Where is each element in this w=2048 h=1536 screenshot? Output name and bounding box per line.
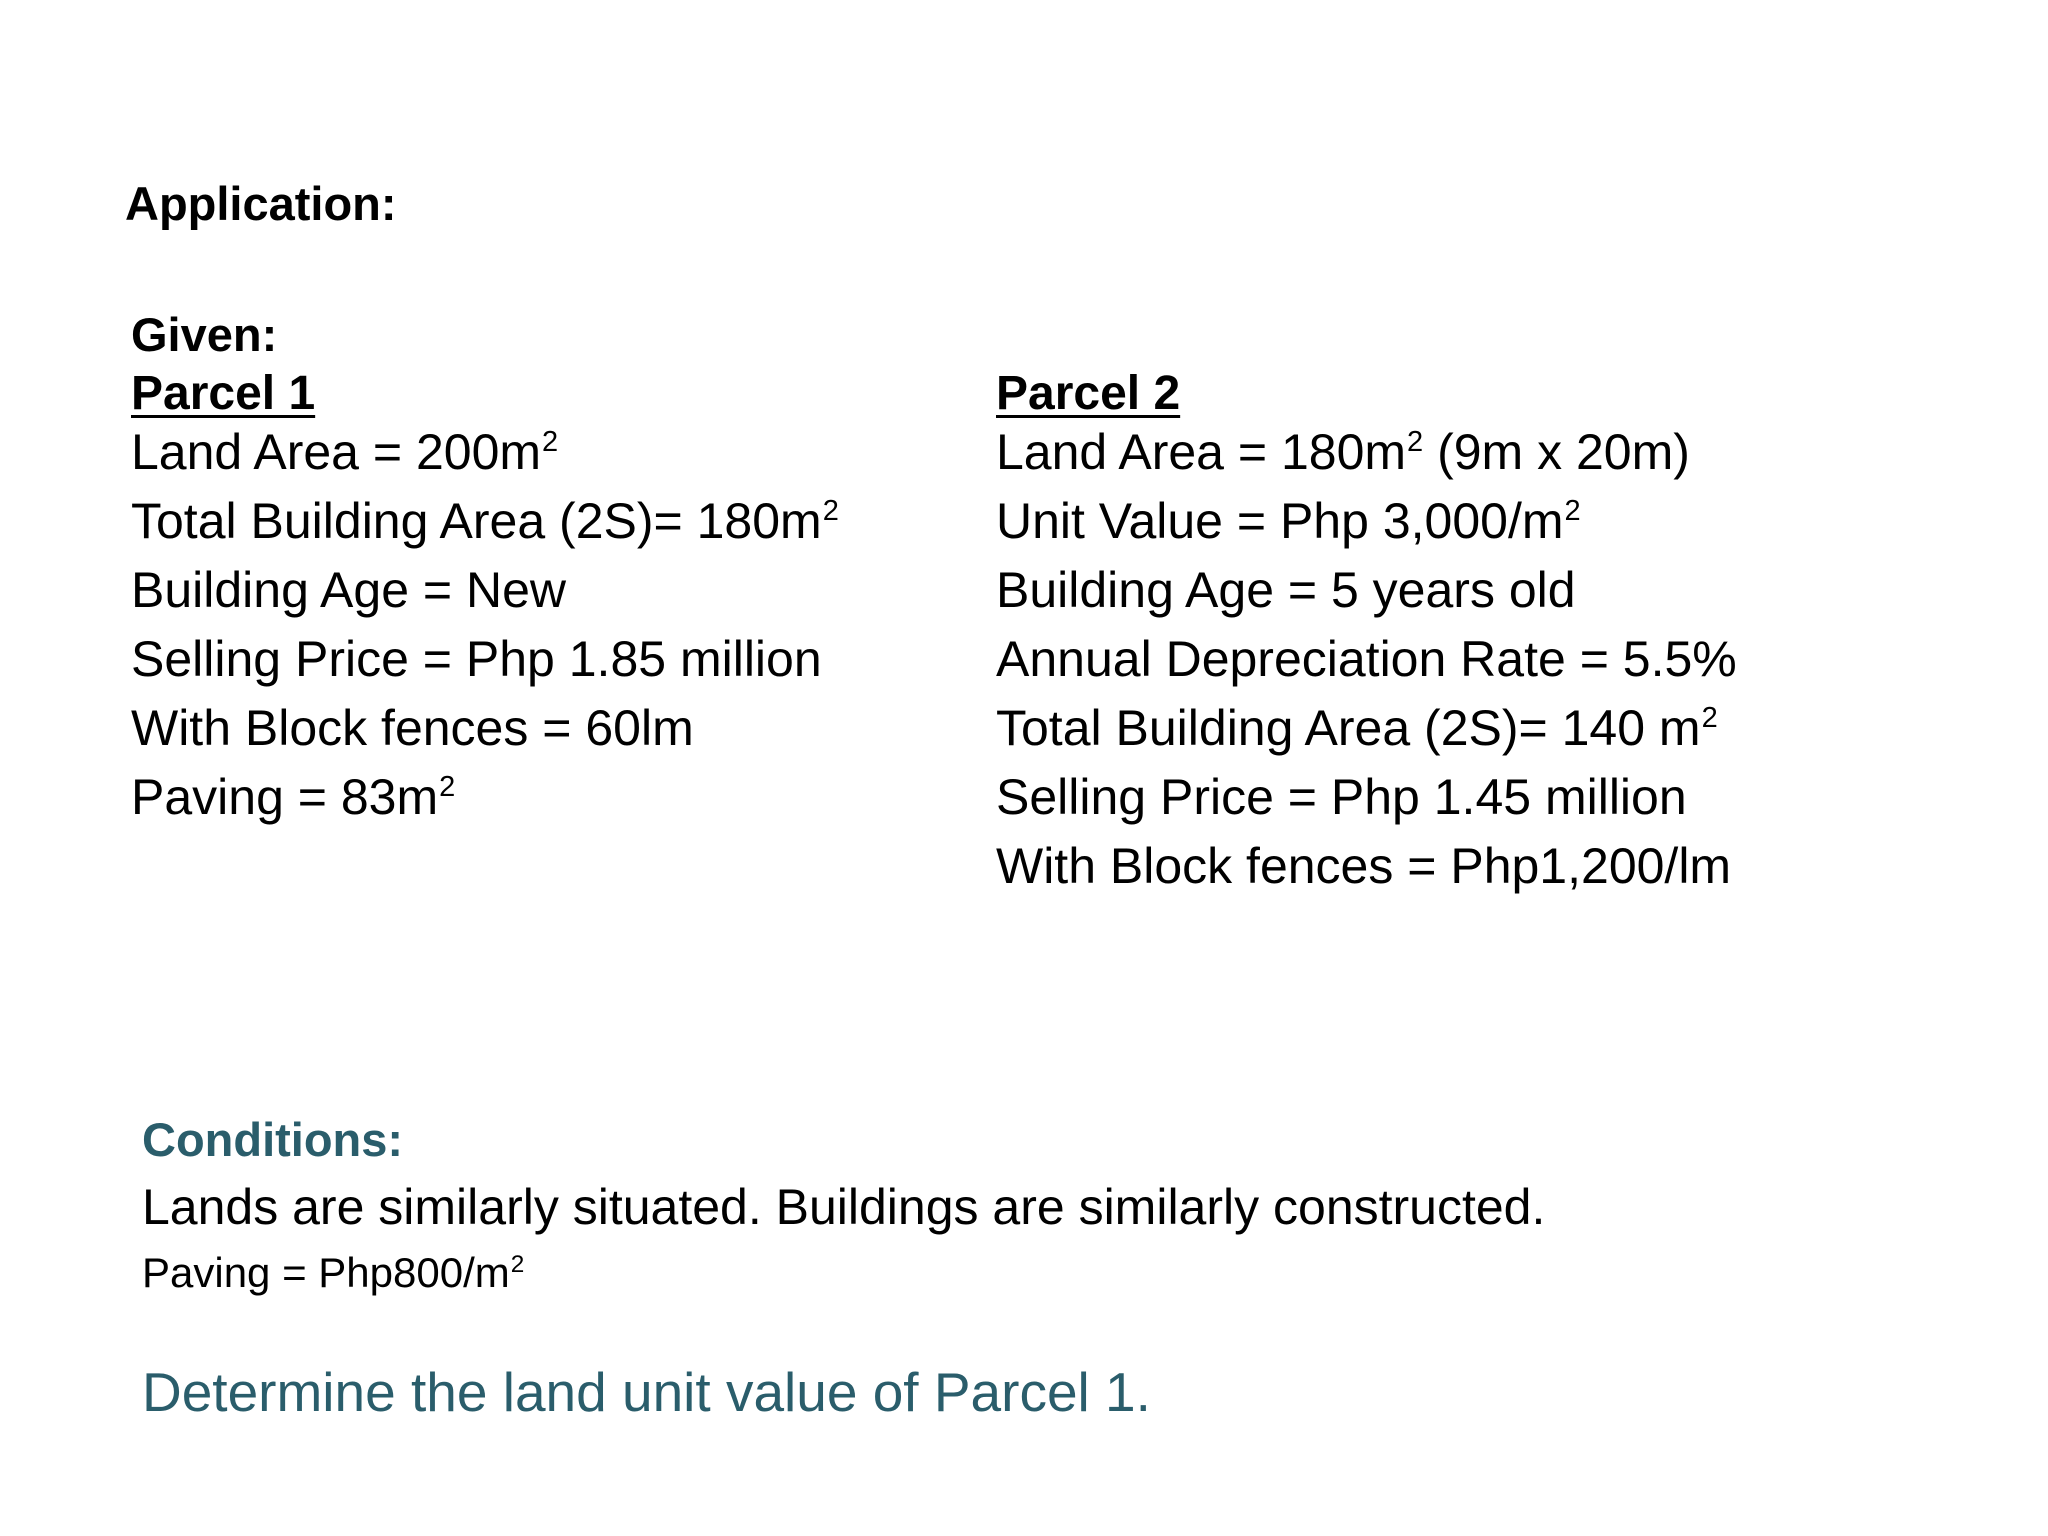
parcel-1-list	[131, 418, 839, 832]
parcel-2-item: With Block fences = Php1,200/lm	[996, 838, 1732, 894]
paving-condition: Paving = $Php800/m^2$	[142, 1249, 525, 1296]
parcel-2-item: Unit Value = Php $3,000/m^2$	[996, 493, 1581, 549]
conditions-title: Conditions:	[142, 1113, 404, 1166]
parcel-1-item: Paving = $83m^2$	[131, 769, 456, 825]
parcel-2-title: Parcel 2	[996, 367, 1181, 420]
parcel-1-title: Parcel 1	[131, 367, 316, 420]
parcel-2-item: Building Age = 5 years old	[996, 562, 1576, 618]
parcel-2-item: Annual Depreciation Rate = 5.5%	[996, 631, 1737, 687]
parcel-1-item: Selling Price = Php 1.85 million	[131, 631, 822, 687]
conditions-text: Lands are similarly situated. Buildings are similarly constructed.	[142, 1179, 1546, 1235]
parcel-1-item: Land Area = $200m^2$	[131, 424, 559, 480]
parcel-2-item: Land Area = $180m^2$ (9m x 20m)	[996, 424, 1690, 480]
parcel-1-item: Building Age = New	[131, 562, 567, 618]
parcel-2-item: Total Building Area (2S)= 140 $m^2$	[996, 700, 1718, 756]
parcel-2-item: Selling Price = Php 1.45 million	[996, 769, 1687, 825]
given-heading: Given:	[131, 308, 278, 361]
parcel-2-list	[996, 418, 1738, 901]
parcel-1-item: Total Building Area $(2S)= 180m^2$	[131, 493, 839, 549]
question-text: Determine the land unit value of Parcel 1.	[142, 1361, 1151, 1423]
parcel-1-item: With Block fences = 60lm	[131, 700, 694, 756]
application-heading: Application:	[125, 177, 397, 230]
